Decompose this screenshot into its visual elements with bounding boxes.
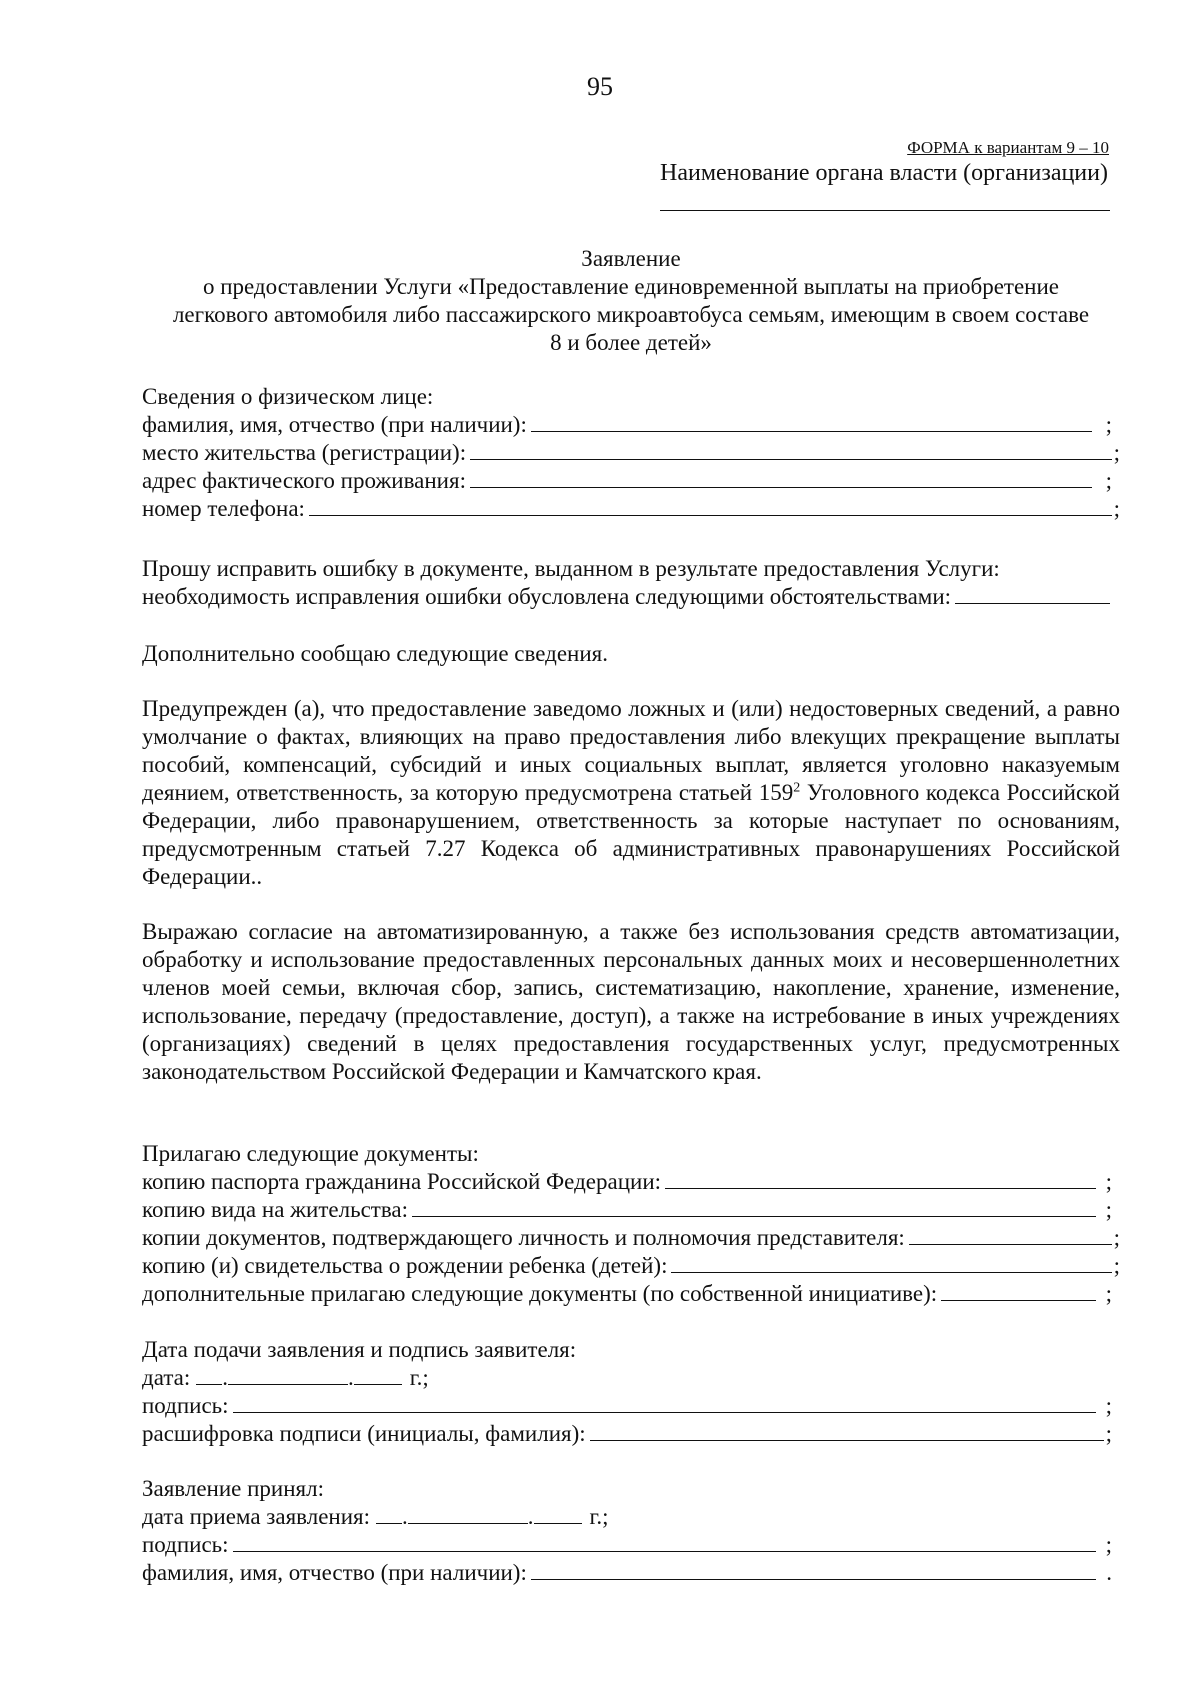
punct: . bbox=[402, 1504, 408, 1529]
decoding-field[interactable] bbox=[590, 1420, 1104, 1441]
additional-text: Дополнительно сообщаю следующие сведения. bbox=[142, 641, 608, 666]
accept-fio-field[interactable] bbox=[531, 1559, 1096, 1580]
residence-field[interactable] bbox=[470, 439, 1112, 460]
applicant-heading: Дата подачи заявления и подпись заявителя: bbox=[142, 1337, 577, 1362]
punct: ; bbox=[1105, 1169, 1112, 1194]
passport-label: копию паспорта гражданина Российской Федерации: bbox=[142, 1169, 662, 1194]
punct: ; bbox=[1105, 412, 1112, 437]
warning-text-cont: Уголовного кодекса Российской Федерации, либо правонарушением, ответственность за которые наступает по основаниям, предусмотренным статьей 7.27 Кодекса об административных правонарушениях Российской Федерации.. bbox=[142, 780, 1120, 889]
birth-cert-field[interactable] bbox=[671, 1252, 1111, 1273]
year-suffix: г.; bbox=[589, 1504, 609, 1529]
year-suffix: г.; bbox=[409, 1365, 429, 1390]
org-name-line bbox=[660, 210, 1110, 211]
date-month-field[interactable] bbox=[228, 1364, 348, 1385]
accept-year-field[interactable] bbox=[534, 1503, 582, 1524]
accept-day-field[interactable] bbox=[376, 1503, 402, 1524]
accept-date-label: дата приема заявления: bbox=[142, 1504, 370, 1529]
passport-field[interactable] bbox=[665, 1168, 1096, 1189]
error-reason-field[interactable] bbox=[955, 583, 1110, 604]
documents-section bbox=[142, 1140, 1120, 1308]
date-year-field[interactable] bbox=[354, 1364, 402, 1385]
title-line: о предоставлении Услуги «Предоставление единовременной выплаты на приобретение bbox=[202, 274, 1060, 299]
accepted-section bbox=[142, 1475, 1120, 1587]
additional-info bbox=[142, 640, 1120, 668]
document-title bbox=[142, 245, 1120, 357]
extra-docs-field[interactable] bbox=[941, 1280, 1095, 1301]
fio-label: фамилия, имя, отчество (при наличии): bbox=[142, 412, 527, 437]
documents-heading: Прилагаю следующие документы: bbox=[142, 1141, 479, 1166]
error-request-line: Прошу исправить ошибку в документе, выданном в результате предоставления Услуги: bbox=[142, 556, 1000, 581]
phone-field[interactable] bbox=[309, 495, 1112, 516]
consent-text: Выражаю согласие на автоматизированную, а также без использования средств автоматизации, обработку и использование предоставленных персональных данных моих и несовершеннолетних членов моей семьи, включая сбор, запись, систематизацию, накопление, хранение, изменение, использование, передачу (предоставление, доступ), а также на истребование в иных учреждениях (организациях) сведений в целях предоставления государственных услуг, предусмотренных законодательством Российской Федерации и Камчатского края. bbox=[142, 919, 1120, 1084]
punct: ; bbox=[1113, 496, 1120, 521]
representative-field[interactable] bbox=[909, 1224, 1112, 1245]
consent-paragraph bbox=[142, 918, 1120, 1086]
punct: ; bbox=[1105, 1393, 1112, 1418]
punct: ; bbox=[1105, 1281, 1112, 1306]
accepted-heading: Заявление принял: bbox=[142, 1476, 325, 1501]
signature-label: подпись: bbox=[142, 1393, 229, 1418]
punct: ; bbox=[1113, 1253, 1120, 1278]
birth-cert-label: копию (и) свидетельства о рождении ребенка (детей): bbox=[142, 1253, 668, 1278]
accept-signature-field[interactable] bbox=[233, 1531, 1096, 1552]
person-heading: Сведения о физическом лице: bbox=[142, 384, 434, 409]
residence-permit-field[interactable] bbox=[412, 1196, 1096, 1217]
accept-signature-label: подпись: bbox=[142, 1532, 229, 1557]
actual-address-field[interactable] bbox=[470, 467, 1092, 488]
date-label: дата: bbox=[142, 1365, 191, 1390]
punct: . bbox=[1106, 1560, 1112, 1585]
punct: . bbox=[527, 1504, 534, 1529]
warning-text: Предупрежден (а), что предоставление заведомо ложных и (или) недостоверных сведений, а равно умолчание о фактах, влияющих на право предоставления либо влекущих прекращение выплаты пособий, компенсаций, субсидий и иных социальных выплат, является уголовно наказуемым деянием, ответственность, за которую предусмотрена статьей 159 bbox=[142, 696, 1120, 805]
punct: ; bbox=[1105, 1532, 1112, 1557]
error-request-line: необходимость исправления ошибки обусловлена следующими обстоятельствами: bbox=[142, 584, 952, 609]
extra-docs-label: дополнительные прилагаю следующие документы (по собственной инициативе): bbox=[142, 1281, 938, 1306]
fio-field[interactable] bbox=[531, 411, 1092, 432]
person-section bbox=[142, 383, 1120, 523]
punct: ; bbox=[1105, 468, 1112, 493]
representative-label: копии документов, подтверждающего личность и полномочия представителя: bbox=[142, 1225, 905, 1250]
date-day-field[interactable] bbox=[196, 1364, 222, 1385]
decoding-label: расшифровка подписи (инициалы, фамилия): bbox=[142, 1421, 586, 1446]
phone-label: номер телефона: bbox=[142, 496, 305, 521]
residence-label: место жительства (регистрации): bbox=[142, 440, 467, 465]
actual-address-label: адрес фактического проживания: bbox=[142, 468, 466, 493]
signature-field[interactable] bbox=[233, 1392, 1096, 1413]
punct: ; bbox=[1105, 1197, 1112, 1222]
punct: ; bbox=[1113, 1225, 1120, 1250]
title-line: 8 и более детей» bbox=[550, 330, 712, 355]
punct: . bbox=[348, 1365, 354, 1390]
punct: ; bbox=[1105, 1421, 1112, 1446]
applicant-section bbox=[142, 1336, 1120, 1448]
warning-paragraph bbox=[142, 695, 1120, 891]
title-line: Заявление bbox=[581, 246, 681, 271]
org-name: Наименование органа власти (организации) bbox=[660, 160, 1108, 186]
error-request-section bbox=[142, 555, 1120, 611]
form-label: ФОРМА к вариантам 9 – 10 bbox=[907, 138, 1109, 157]
accept-fio-label: фамилия, имя, отчество (при наличии): bbox=[142, 1560, 527, 1585]
title-line: легкового автомобиля либо пассажирского микроавтобуса семьям, имеющим в своем составе bbox=[172, 302, 1090, 327]
accept-month-field[interactable] bbox=[408, 1503, 528, 1524]
page-number: 95 bbox=[587, 72, 613, 101]
superscript: 2 bbox=[793, 780, 801, 796]
punct: ; bbox=[1113, 440, 1120, 465]
punct: . bbox=[222, 1365, 228, 1390]
residence-permit-label: копию вида на жительства: bbox=[142, 1197, 408, 1222]
